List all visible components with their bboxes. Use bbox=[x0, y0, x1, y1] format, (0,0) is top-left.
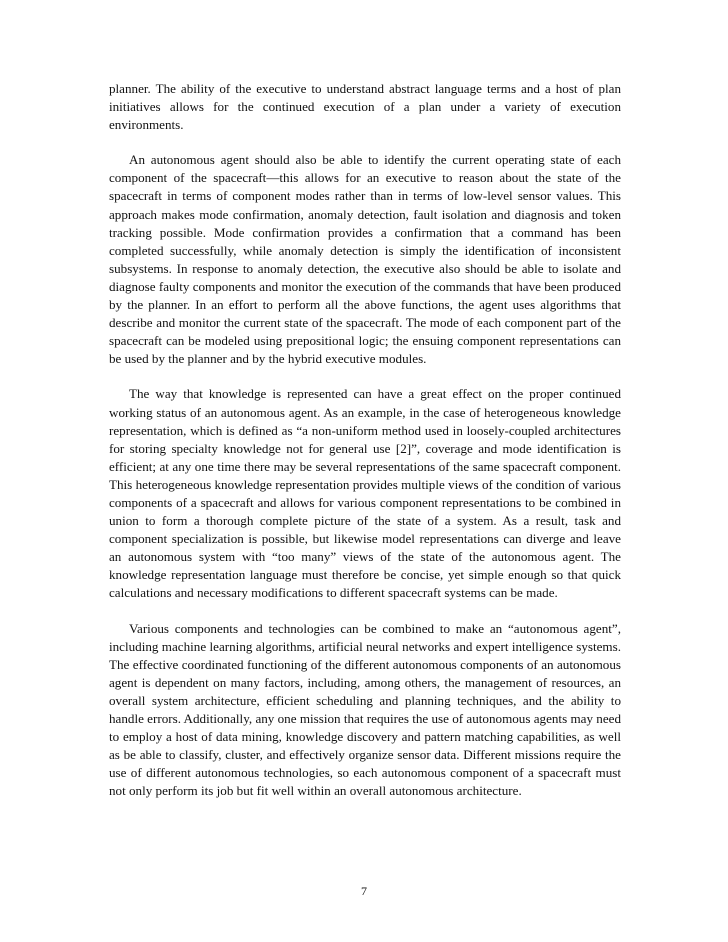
paragraph-knowledge-representation: The way that knowledge is represented can have a great effect on the proper continued working status of an autonomous agent. As an example, in the case of heterogeneous knowledge representation, which is defined as “a non-uniform method used in loosely-coupled architectures for storing specialty knowledge not for general use [2]”, coverage and mode identification is efficient; at any one time there may be several representations of the same spacecraft component. This heterogeneous knowledge representation provides multiple views of the condition of various components of a spacecraft and allows for various component representations to be combined in union to form a thorough complete picture of the state of a system. As a result, task and component specialization is possible, but likewise model representations can diverge and leave an autonomous system with “too many” views of the state of the autonomous agent. The knowledge representation language must therefore be concise, yet simple enough so that quick calculations and necessary modifications to different spacecraft systems can be made. bbox=[109, 386, 621, 601]
paragraph-operating-state: An autonomous agent should also be able to identify the current operating state of each component of the spacecraft—this allows for an executive to reason about the state of the spacecraft in terms of component modes rather than in terms of low-level sensor values. This approach makes mode confirmation, anomaly detection, fault isolation and diagnosis and token tracking possible. Mode confirmation provides a confirmation that a command has been completed successfully, while anomaly detection is simply the identification of inconsistent subsystems. In response to anomaly detection, the executive also should be able to isolate and diagnose faulty components and monitor the execution of the commands that have been produced by the planner. In an effort to perform all the above functions, the agent uses algorithms that describe and monitor the current state of the spacecraft. The mode of each component part of the spacecraft can be modeled using prepositional logic; the ensuing component representations can be used by the planner and by the hybrid executive modules. bbox=[109, 152, 621, 367]
page-number: 7 bbox=[361, 884, 367, 898]
paragraph-autonomous-components: Various components and technologies can be combined to make an “autonomous agent”, including machine learning algorithms, artificial neural networks and expert intelligence systems. The effective coordinated functioning of the different autonomous components of an autonomous agent is dependent on many factors, including, among others, the management of resources, an overall system architecture, efficient scheduling and planning techniques, and the ability to handle errors. Additionally, any one mission that requires the use of autonomous agents may need to employ a host of data mining, knowledge discovery and pattern matching capabilities, as well as be able to classify, cluster, and effectively organize sensor data. Different missions require the use of different autonomous technologies, so each autonomous component of a spacecraft must not only perform its job but fit well within an overall autonomous architecture. bbox=[109, 620, 621, 799]
body-text bbox=[109, 80, 621, 817]
paragraph-continuation: planner. The ability of the executive to understand abstract language terms and a host of plan initiatives allows for the continued execution of a plan under a variety of execution environments. bbox=[109, 81, 621, 133]
